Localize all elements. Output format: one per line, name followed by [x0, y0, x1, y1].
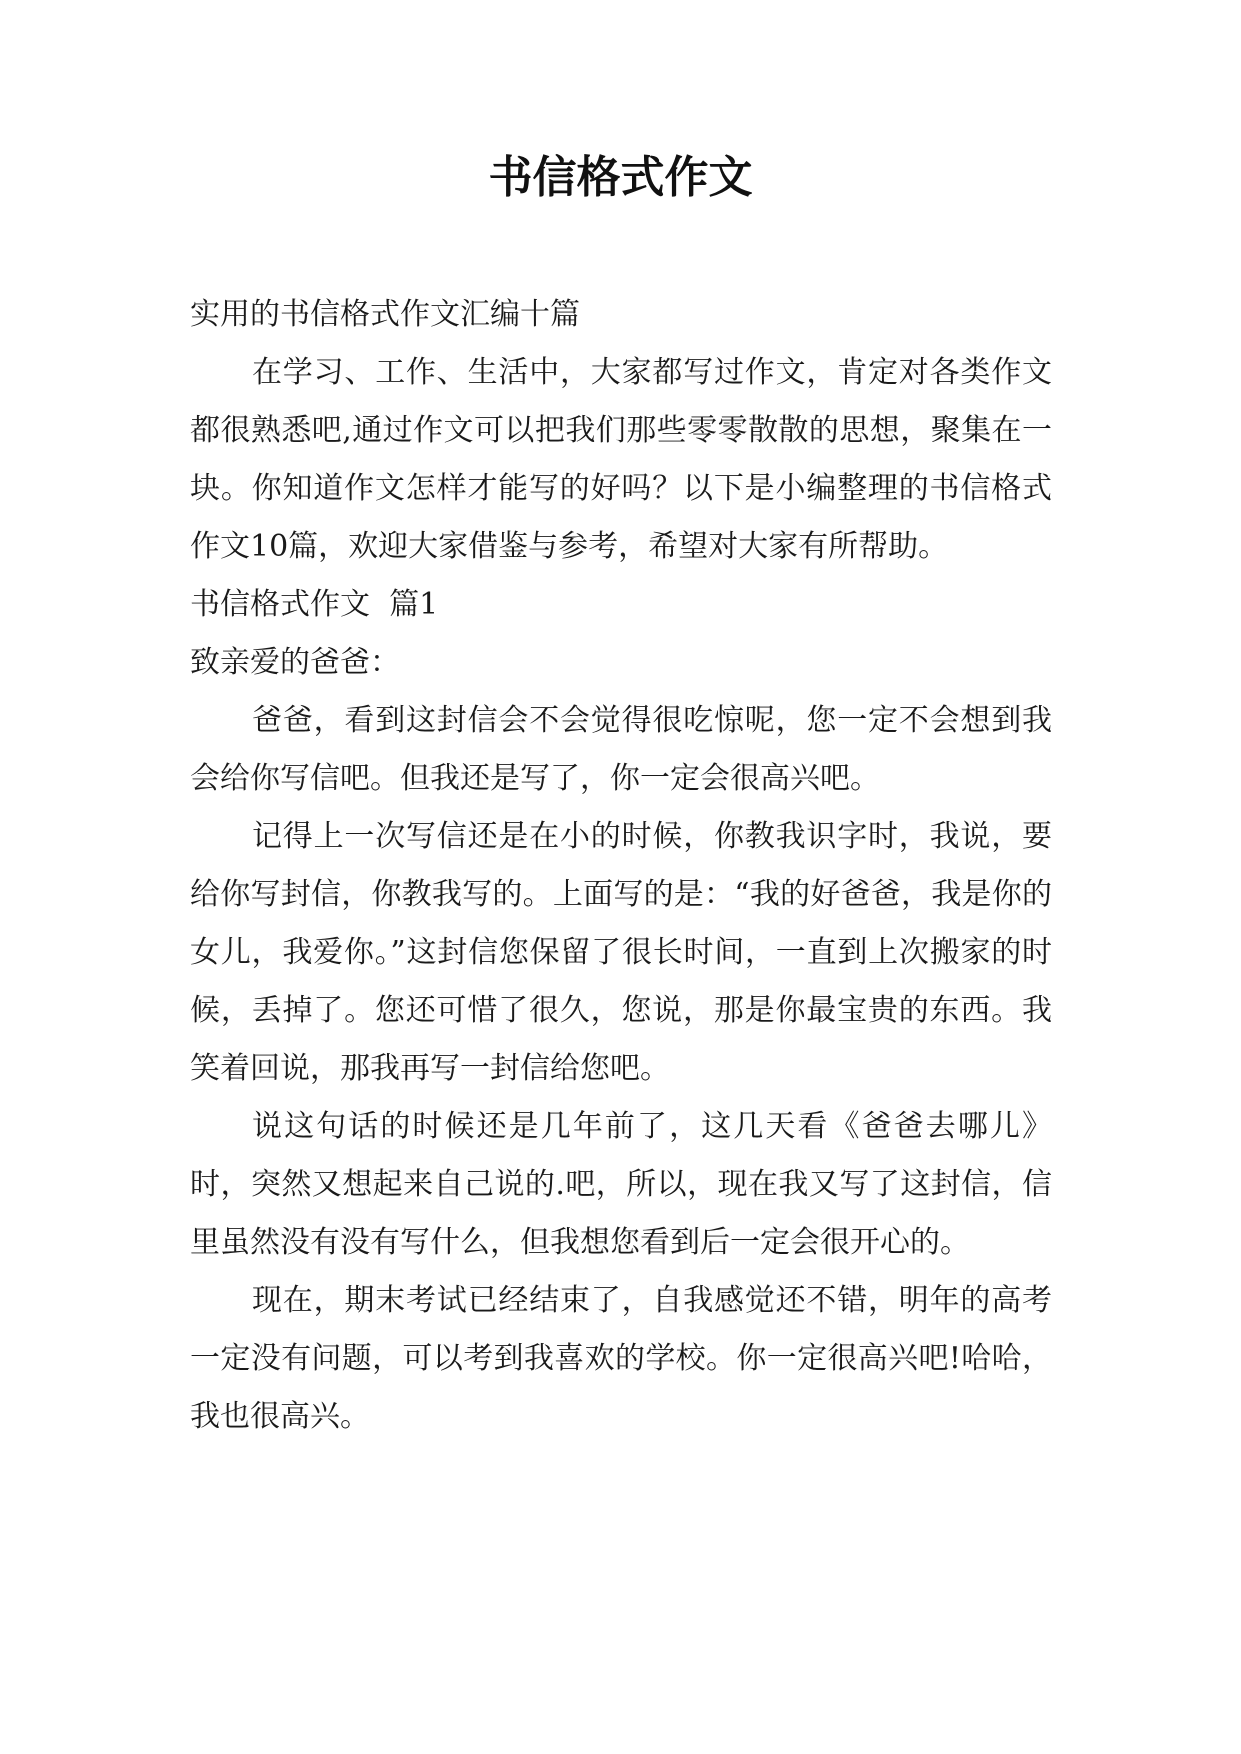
document-title: 书信格式作文 — [488, 152, 753, 203]
letter-paragraph-3: 说这句话的时候还是几年前了，这几天看《爸爸去哪儿》时，突然又想起来自己说的.吧，所以，现在我又写了这封信，信里虽然没有没有写什么，但我想您看到后一定会很开心的。 — [190, 1109, 1052, 1260]
letter-paragraph-1: 爸爸，看到这封信会不会觉得很吃惊呢，您一定不会想到我会给你写信吧。但我还是写了，你一定会很高兴吧。 — [190, 703, 1052, 796]
section-heading: 书信格式作文 篇1 — [190, 587, 439, 622]
intro-paragraph: 在学习、工作、生活中，大家都写过作文，肯定对各类作文都很熟悉吧,通过作文可以把我们那些零零散散的思想，聚集在一块。你知道作文怎样才能写的好吗？以下是小编整理的书信格式作文10篇，欢迎大家借鉴与参考，希望对大家有所帮助。 — [190, 355, 1052, 564]
letter-salutation: 致亲爱的爸爸： — [190, 645, 400, 680]
letter-paragraph-2: 记得上一次写信还是在小的时候，你教我识字时，我说，要给你写封信，你教我写的。上面写的是：“我的好爸爸，我是你的女儿，我爱你。”这封信您保留了很长时间，一直到上次搬家的时候，丢掉了。您还可惜了很久，您说，那是你最宝贵的东西。我笑着回说，那我再写一封信给您吧。 — [190, 819, 1052, 1086]
document-body — [190, 286, 1052, 1446]
letter-paragraph-4: 现在，期末考试已经结束了，自我感觉还不错，明年的高考一定没有问题，可以考到我喜欢的学校。你一定很高兴吧!哈哈，我也很高兴。 — [190, 1283, 1052, 1434]
document-subtitle: 实用的书信格式作文汇编十篇 — [190, 297, 580, 332]
